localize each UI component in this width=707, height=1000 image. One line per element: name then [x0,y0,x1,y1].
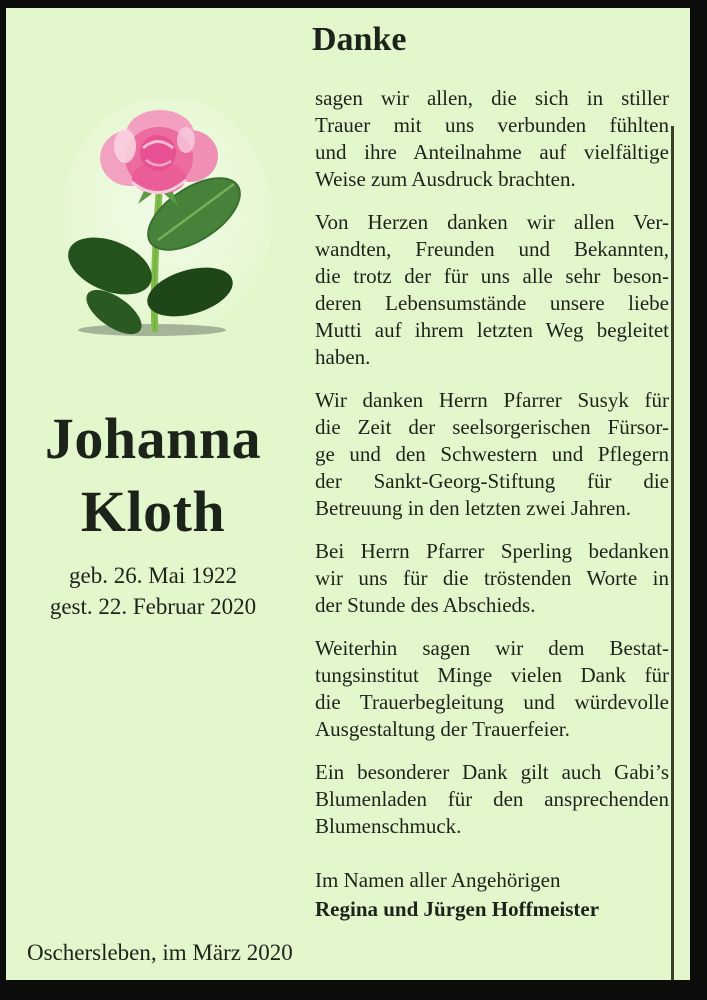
pink-rose-icon [62,98,294,346]
paragraph [315,538,669,619]
text-line: die Zeit der seelsorgerischen Fürsor- [315,415,669,439]
text-line: wir uns für die tröstenden Worte in [315,566,669,590]
text-line: sagen wir allen, die sich in stiller [315,86,669,110]
paragraph [315,635,669,743]
text-line: Betreuung in den letzten zwei Jahren. [315,496,632,520]
text-line: Ein besonderer Dank gilt auch Gabi’s [315,760,669,784]
life-dates [8,560,298,622]
birth-date-line: geb. 26. Mai 1922 [68,563,237,588]
text-line: Von Herzen danken wir allen Ver- [315,210,669,234]
text-line: Weise zum Ausdruck brachten. [315,167,576,191]
text-line: der Sankt-Georg-Stiftung für die [315,469,669,493]
page-title: Danke [312,21,407,58]
text-line: deren Lebensumstände unsere liebe [315,291,669,315]
death-date-line: gest. 22. Februar 2020 [49,594,257,619]
text-line: der Stunde des Abschieds. [315,593,536,617]
text-line: Ausgestaltung der Trauerfeier. [315,717,570,741]
paragraph [315,759,669,840]
paragraph [315,387,669,522]
signature-names: Regina und Jürgen Hoffmeister [315,897,600,921]
text-line: Wir danken Herrn Pfarrer Susyk für [315,388,669,412]
text-line: ge und den Schwestern und Pflegern [315,442,669,466]
closing-block [315,866,669,924]
place-date-line: Oschersleben, im März 2020 [27,940,293,965]
deceased-first-name: Johanna [44,406,262,471]
paragraph [315,209,669,371]
text-line: haben. [315,345,371,369]
rose-image [62,98,294,346]
deceased-name [12,402,294,548]
deceased-last-name: Kloth [80,479,226,544]
scan-edge-line [671,126,674,980]
text-line: die Trauerbegleitung und würdevolle [315,690,669,714]
text-line: Blumenschmuck. [315,814,462,838]
text-line: tungsinstitut Minge vielen Dank für [315,663,669,687]
thank-you-text [315,85,669,924]
text-line: wandten, Freunden und Bekannten, [315,237,669,261]
text-line: Mutti auf ihrem letzten Weg begleitet [315,318,669,342]
closing-preamble: Im Namen aller Angehörigen [315,868,561,892]
text-line: und ihre Anteilnahme auf vielfältige [315,140,669,164]
text-line: die trotz der für uns alle sehr beson- [315,264,669,288]
text-line: Bei Herrn Pfarrer Sperling bedanken [315,539,669,563]
paragraph [315,85,669,193]
text-line: Weiterhin sagen wir dem Bestat- [315,636,669,660]
text-line: Blumenladen für den ansprechenden [315,787,669,811]
text-line: Trauer mit uns verbunden fühlten [315,113,669,137]
